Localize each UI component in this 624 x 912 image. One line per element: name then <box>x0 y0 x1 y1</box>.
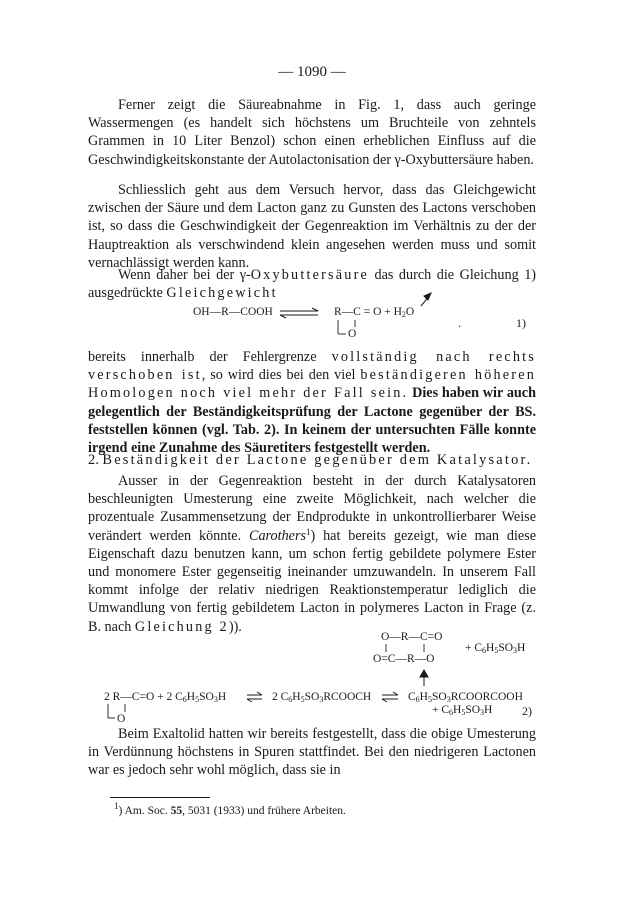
eq2-ring-oxygen: O <box>117 713 126 725</box>
footnote-text-a: ) Am. Soc. <box>118 805 171 817</box>
eq2-m-s3: 3 <box>319 695 324 704</box>
eq1-equilibrium-arrow <box>280 308 318 318</box>
eq2-r2: H <box>419 691 428 703</box>
eq2-plus-acid <box>465 641 525 655</box>
footnote-text-b: , 5031 (1933) und frühere Arbeiten. <box>182 805 346 817</box>
eq2-l3: SO <box>199 691 214 703</box>
p4-spaced-a: vollständig nach rechts verschoben ist <box>88 349 536 384</box>
eq2-rb-s3: 3 <box>480 708 485 717</box>
eq2-left-side <box>104 690 226 704</box>
footnote <box>114 801 346 818</box>
eq2-equilibrium-arrow-2 <box>382 692 398 702</box>
eq2-rb4: H <box>484 704 493 716</box>
eq2-l2: H <box>186 691 196 703</box>
eq2-l-s3: 3 <box>213 695 218 704</box>
eq2-l-s6: 6 <box>182 695 187 704</box>
eq2-right-bottom <box>432 703 492 717</box>
p5-text-c: ) hat bereits gezeigt, wie man diese Eigenschaft dazu benutzen kann, um schon fertig gebildete polymere Ester und monomere Ester gegenseitig ineinander umzuwandeln. In unserem Fall kommt infolge der relativ niedrigen Reaktionstemperatur lediglich die Umwandlung von fertig gebildetem Lacton in polymeres Lacton in Frage (z. B. nach <box>88 527 536 635</box>
p5-text-a: Ausser in der Gegenreaktion besteht in der durch Katalysatoren beschleunigten Umesterung eine zweite Möglichkeit, nach welcher die prozentuale Zusammensetzung der Endprodukte in unkontrollierbarer Weise verändert werden könnte. <box>88 473 536 544</box>
paragraph-2: Schliesslich geht aus dem Versuch hervor, dass das Gleichgewicht zwischen der Säure und dem Lacton ganz zu Gunsten des Lactons verschoben ist, so dass die Geschwindigkeit der Gegenreaktion im Verhältnis zu der der Hauptreaktion als verschwindend klein angesehen werden muss und somit vernachlässigt werden kann. <box>88 182 536 271</box>
paragraph-5 <box>88 472 536 636</box>
eq2-middle <box>272 690 371 704</box>
p4-spaced-b: beständigeren höheren Homologen noch viel mehr der Fall sein. <box>88 367 537 402</box>
eq2-right-top <box>408 690 523 704</box>
eq2-rb2: H <box>453 704 462 716</box>
eq2-pa-s2: 5 <box>494 646 499 655</box>
p4-text-a: bereits innerhalb der Fehlergrenze <box>88 349 332 365</box>
eq2-r4: RCOORCOOH <box>450 691 523 703</box>
p5-spaced-gleichung: Gleichung 2 <box>134 618 229 635</box>
eq2-up-arrow <box>420 670 428 686</box>
p3-spaced-term: Oxybuttersäure <box>250 267 369 283</box>
eq2-m-s5: 5 <box>300 695 305 704</box>
footnote-mark: 1 <box>114 801 119 811</box>
eq2-rb1: + C <box>432 704 450 716</box>
eq2-r-s5: 5 <box>427 695 432 704</box>
eq2-m3: SO <box>304 691 320 703</box>
eq2-ring-bonds <box>386 644 424 652</box>
p4-bold-text: Dies haben wir auch gelegentlich der Beständigkeitsprüfung der Lactone gegenüber der BS. feststellen können (vgl. Tab. 2). In keinem der untersuchten Fälle konnte irgend eine Zunahme des Säuretiters festgestellt werden. <box>88 385 536 457</box>
paragraph-1: Ferner zeigt die Säureabnahme in Fig. 1, dass auch geringe Wassermengen (es handelt sich höchstens um Bruchteile von zehntels Grammen in 10 Liter Benzol) schon einen erheblichen Einfluss auf die Geschwindigkeitskonstante der Autolactonisation der γ-Oxybuttersäure haben. <box>88 97 536 168</box>
eq2-pa-s1: 6 <box>482 646 487 655</box>
eq2-r-s3: 3 <box>446 695 451 704</box>
eq2-r-s6: 6 <box>415 695 420 704</box>
eq2-pa-so: SO <box>498 642 514 654</box>
eq1-left: OH—R—COOH <box>193 306 273 318</box>
eq1-dot: . <box>458 318 461 330</box>
eq2-pa-h: H <box>486 642 495 654</box>
eq2-pa-1: + C <box>465 642 483 654</box>
eq2-rb-s5: 5 <box>461 708 466 717</box>
eq1-ring-oxygen: O <box>348 328 357 340</box>
eq2-ring-top: O—R—C=O <box>381 631 443 643</box>
footnote-ref: 1 <box>306 526 311 537</box>
eq2-r1: C <box>408 691 416 703</box>
paragraph-6: Beim Exaltolid hatten wir bereits festgestellt, dass die obige Umesterung in Verdünnung höchstens in Spuren stattfindet. Bei den niedrigeren Lactonen war es jedoch sehr wohl möglich, dass sie in <box>88 726 536 779</box>
eq1-right-sub: 2 <box>401 310 406 319</box>
p3-text-a: Wenn daher bei der γ- <box>118 267 251 283</box>
eq2-number: 2) <box>522 704 532 718</box>
eq1-right <box>334 305 414 319</box>
eq2-l4: H <box>217 691 227 703</box>
page-number: — 1090 — <box>278 64 346 80</box>
eq2-m1: 2 C <box>272 691 289 703</box>
eq2-pa-s3: 3 <box>513 646 518 655</box>
footnote-rule <box>110 797 210 798</box>
eq2-rb3: SO <box>465 704 481 716</box>
eq2-l1: 2 R—C=O + 2 C <box>104 691 183 703</box>
p3-text-c: das durch die Gleichung 1) ausgedrückte <box>88 267 537 302</box>
eq1-right-end: O <box>405 306 415 318</box>
p5-text-e: )). <box>228 618 242 635</box>
paragraph-4 <box>88 348 536 457</box>
eq1-number: 1) <box>516 316 526 330</box>
eq2-rb-s6: 6 <box>449 708 454 717</box>
section-title: Beständigkeit der Lactone gegenüber dem Katalysator. <box>102 452 533 468</box>
p4-text-c: , so wird dies bei den viel <box>201 367 361 384</box>
eq2-r3: SO <box>431 691 447 703</box>
section-number: 2. <box>88 452 103 468</box>
eq2-m2: H <box>292 691 301 703</box>
eq2-m-s6: 6 <box>288 695 293 704</box>
author-carothers: Carothers <box>249 527 307 544</box>
eq2-pa-tail: H <box>517 642 526 654</box>
eq2-ring-bottom: O=C—R—O <box>373 653 435 665</box>
eq2-l-s5: 5 <box>195 695 200 704</box>
eq1-right-main: R—C = O + H <box>334 306 402 318</box>
paragraph-3 <box>88 266 536 302</box>
eq2-equilibrium-arrow-1 <box>247 692 262 702</box>
footnote-volume: 55 <box>170 805 183 817</box>
p3-spaced-gleichgewicht: Gleichgewicht <box>166 285 278 302</box>
section-heading <box>88 451 536 469</box>
eq2-m4: RCOOCH <box>323 691 372 703</box>
